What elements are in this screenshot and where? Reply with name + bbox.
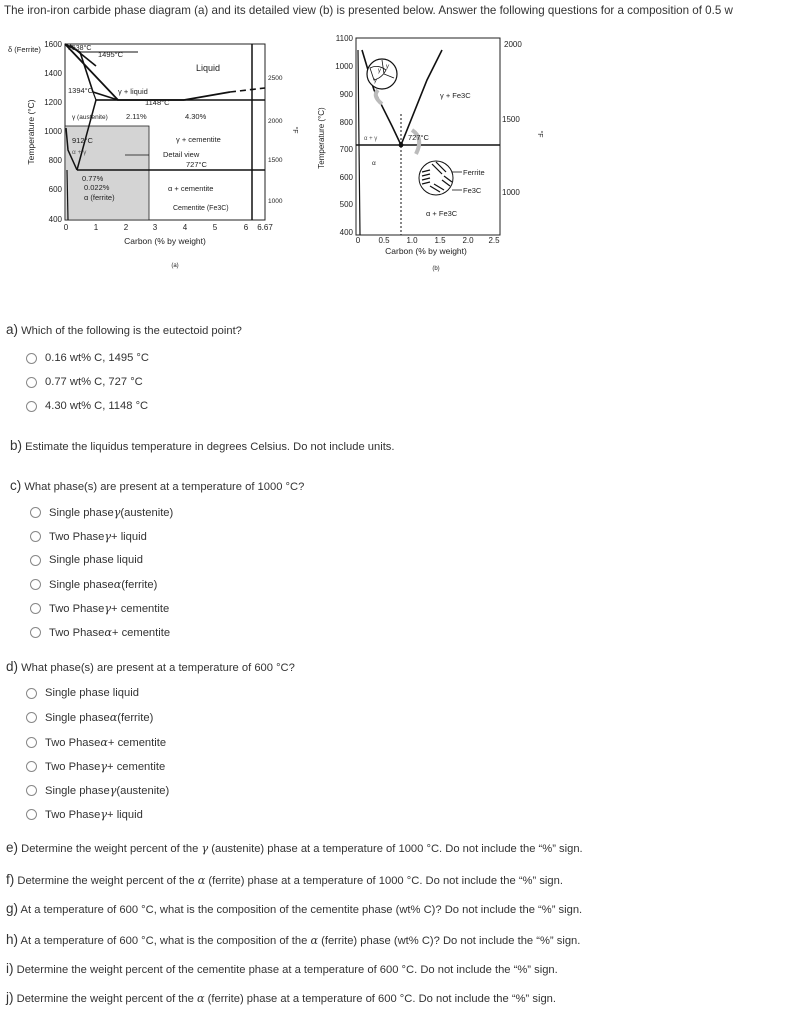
x-axis-ticks-b bbox=[356, 236, 500, 245]
radio-button[interactable] bbox=[26, 688, 37, 699]
option-c-5[interactable] bbox=[30, 602, 169, 615]
tick-label: 600 bbox=[48, 185, 62, 194]
question-letter: h) bbox=[6, 932, 19, 947]
tick-label: 1000 bbox=[44, 127, 62, 136]
option-label-suffix: + cementite bbox=[111, 602, 170, 615]
label-1394: 1394°C bbox=[68, 86, 94, 95]
tick-label: 2 bbox=[123, 223, 129, 232]
label-gamma-cementite: γ + cementite bbox=[176, 135, 221, 144]
greek-symbol: α bbox=[104, 626, 112, 639]
tick-label: 0 bbox=[355, 236, 361, 245]
radio-button[interactable] bbox=[26, 809, 37, 820]
question-g bbox=[6, 901, 582, 916]
greek-symbol: γ bbox=[104, 602, 112, 615]
greek-symbol: α bbox=[100, 736, 108, 749]
svg-text:γ: γ bbox=[378, 68, 381, 74]
option-label: Two Phase bbox=[45, 760, 101, 773]
radio-button[interactable] bbox=[30, 531, 41, 542]
svg-text:γ: γ bbox=[386, 64, 389, 70]
question-j bbox=[6, 990, 556, 1005]
question-text: Estimate the liquidus temperature in degrees Celsius. Do not include units. bbox=[25, 441, 395, 453]
microstructure-pearlite-icon bbox=[419, 161, 453, 195]
option-label: 4.30 wt% C, 1148 °C bbox=[45, 400, 149, 412]
question-b bbox=[10, 438, 395, 453]
f-axis-ticks-b bbox=[502, 40, 522, 197]
option-label: 0.77 wt% C, 727 °C bbox=[45, 376, 143, 388]
radio-button[interactable] bbox=[30, 555, 41, 566]
caption-a: (a) bbox=[171, 263, 179, 269]
question-e bbox=[6, 840, 583, 855]
question-text: Which of the following is the eutectoid point? bbox=[21, 325, 242, 337]
label-alpha-fe3c: α + Fe3C bbox=[426, 209, 458, 218]
option-c-2[interactable] bbox=[30, 530, 147, 543]
label-cementite: Cementite (Fe3C) bbox=[173, 205, 229, 212]
option-label-suffix: + cementite bbox=[111, 626, 171, 639]
tick-label: 1000 bbox=[502, 188, 520, 197]
label-alpha-b: α bbox=[372, 160, 376, 167]
tick-label: 700 bbox=[339, 145, 353, 154]
option-c-6[interactable] bbox=[30, 626, 170, 639]
label-delta-ferrite: δ (Ferrite) bbox=[8, 45, 41, 54]
question-letter: j) bbox=[6, 990, 14, 1005]
label-alpha-gamma: α + γ bbox=[72, 149, 87, 156]
question-text: At a temperature of 600 °C, what is the composition of the bbox=[20, 935, 311, 947]
tick-label: 1500 bbox=[268, 157, 283, 164]
label-727: 727°C bbox=[186, 160, 207, 169]
option-label-suffix: (ferrite) bbox=[121, 578, 158, 591]
greek-symbol: γ bbox=[109, 784, 117, 797]
label-austenite: γ (austenite) bbox=[72, 114, 108, 121]
question-letter: i) bbox=[6, 961, 14, 976]
label-1148: 1148°C bbox=[145, 98, 170, 107]
greek-symbol: α bbox=[109, 711, 118, 724]
intro-text: The iron-iron carbide phase diagram (a) and its detailed view (b) is presented below. Answer the following questions for a composition of 0.5 w bbox=[4, 4, 733, 17]
greek-symbol: γ bbox=[113, 506, 121, 519]
question-letter: a) bbox=[6, 322, 19, 337]
greek-symbol: α bbox=[196, 992, 205, 1005]
tick-label: 400 bbox=[339, 228, 353, 237]
radio-button[interactable] bbox=[26, 353, 37, 364]
x-axis-label-a: Carbon (% by weight) bbox=[124, 236, 206, 246]
label-0-022: 0.022% bbox=[84, 183, 110, 192]
tick-label: 0.5 bbox=[378, 236, 390, 245]
label-0-77: 0.77% bbox=[82, 174, 104, 183]
option-label: Two Phase bbox=[49, 530, 105, 543]
question-i bbox=[6, 961, 558, 976]
tick-label: 800 bbox=[48, 156, 62, 165]
microstructure-gamma-icon bbox=[367, 59, 397, 89]
label-gamma-fe3c: γ + Fe3C bbox=[440, 91, 471, 100]
phase-diagram-a bbox=[0, 30, 300, 280]
question-letter: b) bbox=[10, 438, 23, 453]
option-label: Single phase liquid bbox=[49, 554, 143, 566]
caption-b: (b) bbox=[432, 266, 440, 272]
option-label: Two Phase bbox=[49, 602, 105, 615]
greek-symbol: γ bbox=[104, 530, 112, 543]
tick-label: 1600 bbox=[44, 40, 62, 49]
question-text: Determine the weight percent of the cementite phase at a temperature of 600 °C. Do not include the “%” sign. bbox=[16, 964, 558, 976]
greek-symbol: γ bbox=[201, 842, 209, 855]
greek-symbol: α bbox=[310, 934, 318, 947]
label-gamma-liquid: γ + liquid bbox=[118, 87, 148, 96]
option-label: Two Phase bbox=[45, 736, 101, 749]
label-fe3c: Fe3C bbox=[463, 186, 482, 195]
question-letter: c) bbox=[10, 478, 22, 493]
option-label-suffix: (ferrite) bbox=[117, 711, 154, 724]
radio-button[interactable] bbox=[30, 579, 41, 590]
option-d-4[interactable] bbox=[26, 760, 165, 773]
option-label-suffix: + liquid bbox=[107, 808, 143, 821]
tick-label: 400 bbox=[48, 215, 62, 224]
tick-label: 1.0 bbox=[406, 236, 418, 245]
greek-symbol: γ bbox=[100, 760, 108, 773]
y-axis-ticks-a bbox=[44, 40, 62, 224]
tick-label: 2.0 bbox=[462, 236, 474, 245]
tick-label: 1500 bbox=[502, 115, 520, 124]
option-label-suffix: + cementite bbox=[107, 736, 167, 749]
question-h bbox=[6, 932, 580, 947]
f-unit-b: °F bbox=[536, 130, 543, 138]
y-axis-ticks-b bbox=[335, 34, 353, 237]
question-letter: f) bbox=[6, 872, 15, 887]
radio-button[interactable] bbox=[26, 401, 37, 412]
question-text: What phase(s) are present at a temperature of 600 °C? bbox=[21, 662, 295, 674]
tick-label: 800 bbox=[339, 118, 353, 127]
question-c bbox=[10, 478, 304, 493]
label-912: 912°C bbox=[72, 136, 93, 145]
label-4-30: 4.30% bbox=[185, 112, 207, 121]
option-label: Single phase liquid bbox=[45, 687, 139, 699]
tick-label: 6.67 bbox=[257, 223, 273, 232]
question-letter: e) bbox=[6, 840, 19, 855]
option-label: Single phase bbox=[49, 578, 114, 591]
tick-label: 1 bbox=[93, 223, 99, 232]
radio-button[interactable] bbox=[30, 627, 41, 638]
label-727-b: 727°C bbox=[408, 133, 429, 142]
phase-diagram-b bbox=[312, 30, 552, 280]
tick-label: 1000 bbox=[335, 62, 353, 71]
label-liquid: Liquid bbox=[196, 63, 221, 73]
option-d-6[interactable] bbox=[26, 808, 143, 821]
question-text: Determine the weight percent of the bbox=[21, 843, 202, 855]
question-a bbox=[6, 322, 242, 337]
option-a-1[interactable] bbox=[26, 352, 149, 364]
label-alpha-gamma-b: α + γ bbox=[364, 136, 378, 142]
tick-label: 2000 bbox=[504, 40, 522, 49]
question-text-suffix: (ferrite) phase at a temperature of 600 °C. Do not include the “%” sign. bbox=[204, 993, 556, 1005]
tick-label: 1000 bbox=[268, 198, 283, 205]
option-label-suffix: (austenite) bbox=[116, 784, 170, 797]
question-text-suffix: (austenite) phase at a temperature of 1000 °C. Do not include the “%” sign. bbox=[208, 843, 583, 855]
label-2-11: 2.11% bbox=[126, 112, 147, 121]
tick-label: 2.5 bbox=[488, 236, 500, 245]
option-c-4[interactable] bbox=[30, 578, 157, 591]
question-d bbox=[6, 659, 295, 674]
option-a-2[interactable] bbox=[26, 376, 143, 388]
greek-symbol: α bbox=[113, 578, 122, 591]
option-d-3[interactable] bbox=[26, 736, 166, 749]
option-label: Single phase bbox=[45, 711, 110, 724]
question-text-suffix: (ferrite) phase at a temperature of 1000 °C. Do not include the “%” sign. bbox=[205, 875, 563, 887]
radio-button[interactable] bbox=[30, 603, 41, 614]
tick-label: 3 bbox=[152, 223, 158, 232]
label-1538: 1538°C bbox=[68, 45, 92, 52]
label-detail-view: Detail view bbox=[163, 150, 200, 159]
option-label: Single phase bbox=[45, 784, 110, 797]
question-text: Determine the weight percent of the bbox=[16, 993, 197, 1005]
tick-label: 500 bbox=[339, 200, 353, 209]
tick-label: 1400 bbox=[44, 69, 62, 78]
radio-button[interactable] bbox=[30, 507, 41, 518]
question-text-suffix: (ferrite) phase (wt% C)? Do not include the “%” sign. bbox=[318, 935, 581, 947]
tick-label: 5 bbox=[212, 223, 218, 232]
radio-button[interactable] bbox=[26, 761, 37, 772]
x-axis-ticks-a bbox=[64, 223, 274, 232]
radio-button[interactable] bbox=[26, 737, 37, 748]
question-text: Determine the weight percent of the bbox=[17, 875, 198, 887]
greek-symbol: γ bbox=[100, 808, 108, 821]
y-axis-label-a: Temperature (°C) bbox=[26, 99, 36, 165]
option-label: Single phase bbox=[49, 506, 114, 519]
question-letter: g) bbox=[6, 901, 19, 916]
tick-label: 900 bbox=[339, 90, 353, 99]
tick-label: 1100 bbox=[335, 34, 353, 43]
tick-label: 6 bbox=[243, 223, 249, 232]
question-text: What phase(s) are present at a temperature of 1000 °C? bbox=[24, 481, 305, 493]
option-label-suffix: + liquid bbox=[111, 530, 147, 543]
option-d-5[interactable] bbox=[26, 784, 169, 797]
radio-button[interactable] bbox=[26, 377, 37, 388]
option-a-3[interactable] bbox=[26, 400, 148, 412]
tick-label: 2500 bbox=[268, 75, 283, 82]
label-ferrite: Ferrite bbox=[463, 168, 485, 177]
option-c-1[interactable] bbox=[30, 506, 173, 519]
label-1495: 1495°C bbox=[98, 50, 124, 59]
f-axis-ticks-a bbox=[268, 75, 283, 205]
tick-label: 600 bbox=[339, 173, 353, 182]
radio-button[interactable] bbox=[26, 712, 37, 723]
f-unit-a: °F bbox=[291, 126, 298, 134]
question-text: At a temperature of 600 °C, what is the composition of the cementite phase (wt% C)? Do not include the “%” sign. bbox=[20, 904, 583, 916]
svg-text:γ: γ bbox=[374, 78, 377, 84]
option-label-suffix: (austenite) bbox=[120, 506, 174, 519]
label-alpha-ferrite: α (ferrite) bbox=[84, 193, 115, 202]
tick-label: 1.5 bbox=[434, 236, 446, 245]
radio-button[interactable] bbox=[26, 785, 37, 796]
option-label-suffix: + cementite bbox=[107, 760, 166, 773]
tick-label: 0 bbox=[63, 223, 69, 232]
tick-label: 2000 bbox=[268, 118, 283, 125]
option-d-1[interactable] bbox=[26, 687, 139, 699]
option-c-3[interactable] bbox=[30, 554, 143, 566]
label-alpha-cementite: α + cementite bbox=[168, 184, 214, 193]
option-d-2[interactable] bbox=[26, 711, 153, 724]
x-axis-label-b: Carbon (% by weight) bbox=[385, 246, 467, 256]
question-letter: d) bbox=[6, 659, 19, 674]
tick-label: 4 bbox=[182, 223, 188, 232]
tick-label: 1200 bbox=[44, 98, 62, 107]
y-axis-label-b: Temperature (°C) bbox=[317, 107, 326, 169]
option-label: Two Phase bbox=[45, 808, 101, 821]
option-label: Two Phase bbox=[49, 626, 105, 639]
greek-symbol: α bbox=[197, 874, 206, 887]
option-label: 0.16 wt% C, 1495 °C bbox=[45, 352, 149, 364]
question-f bbox=[6, 872, 563, 887]
